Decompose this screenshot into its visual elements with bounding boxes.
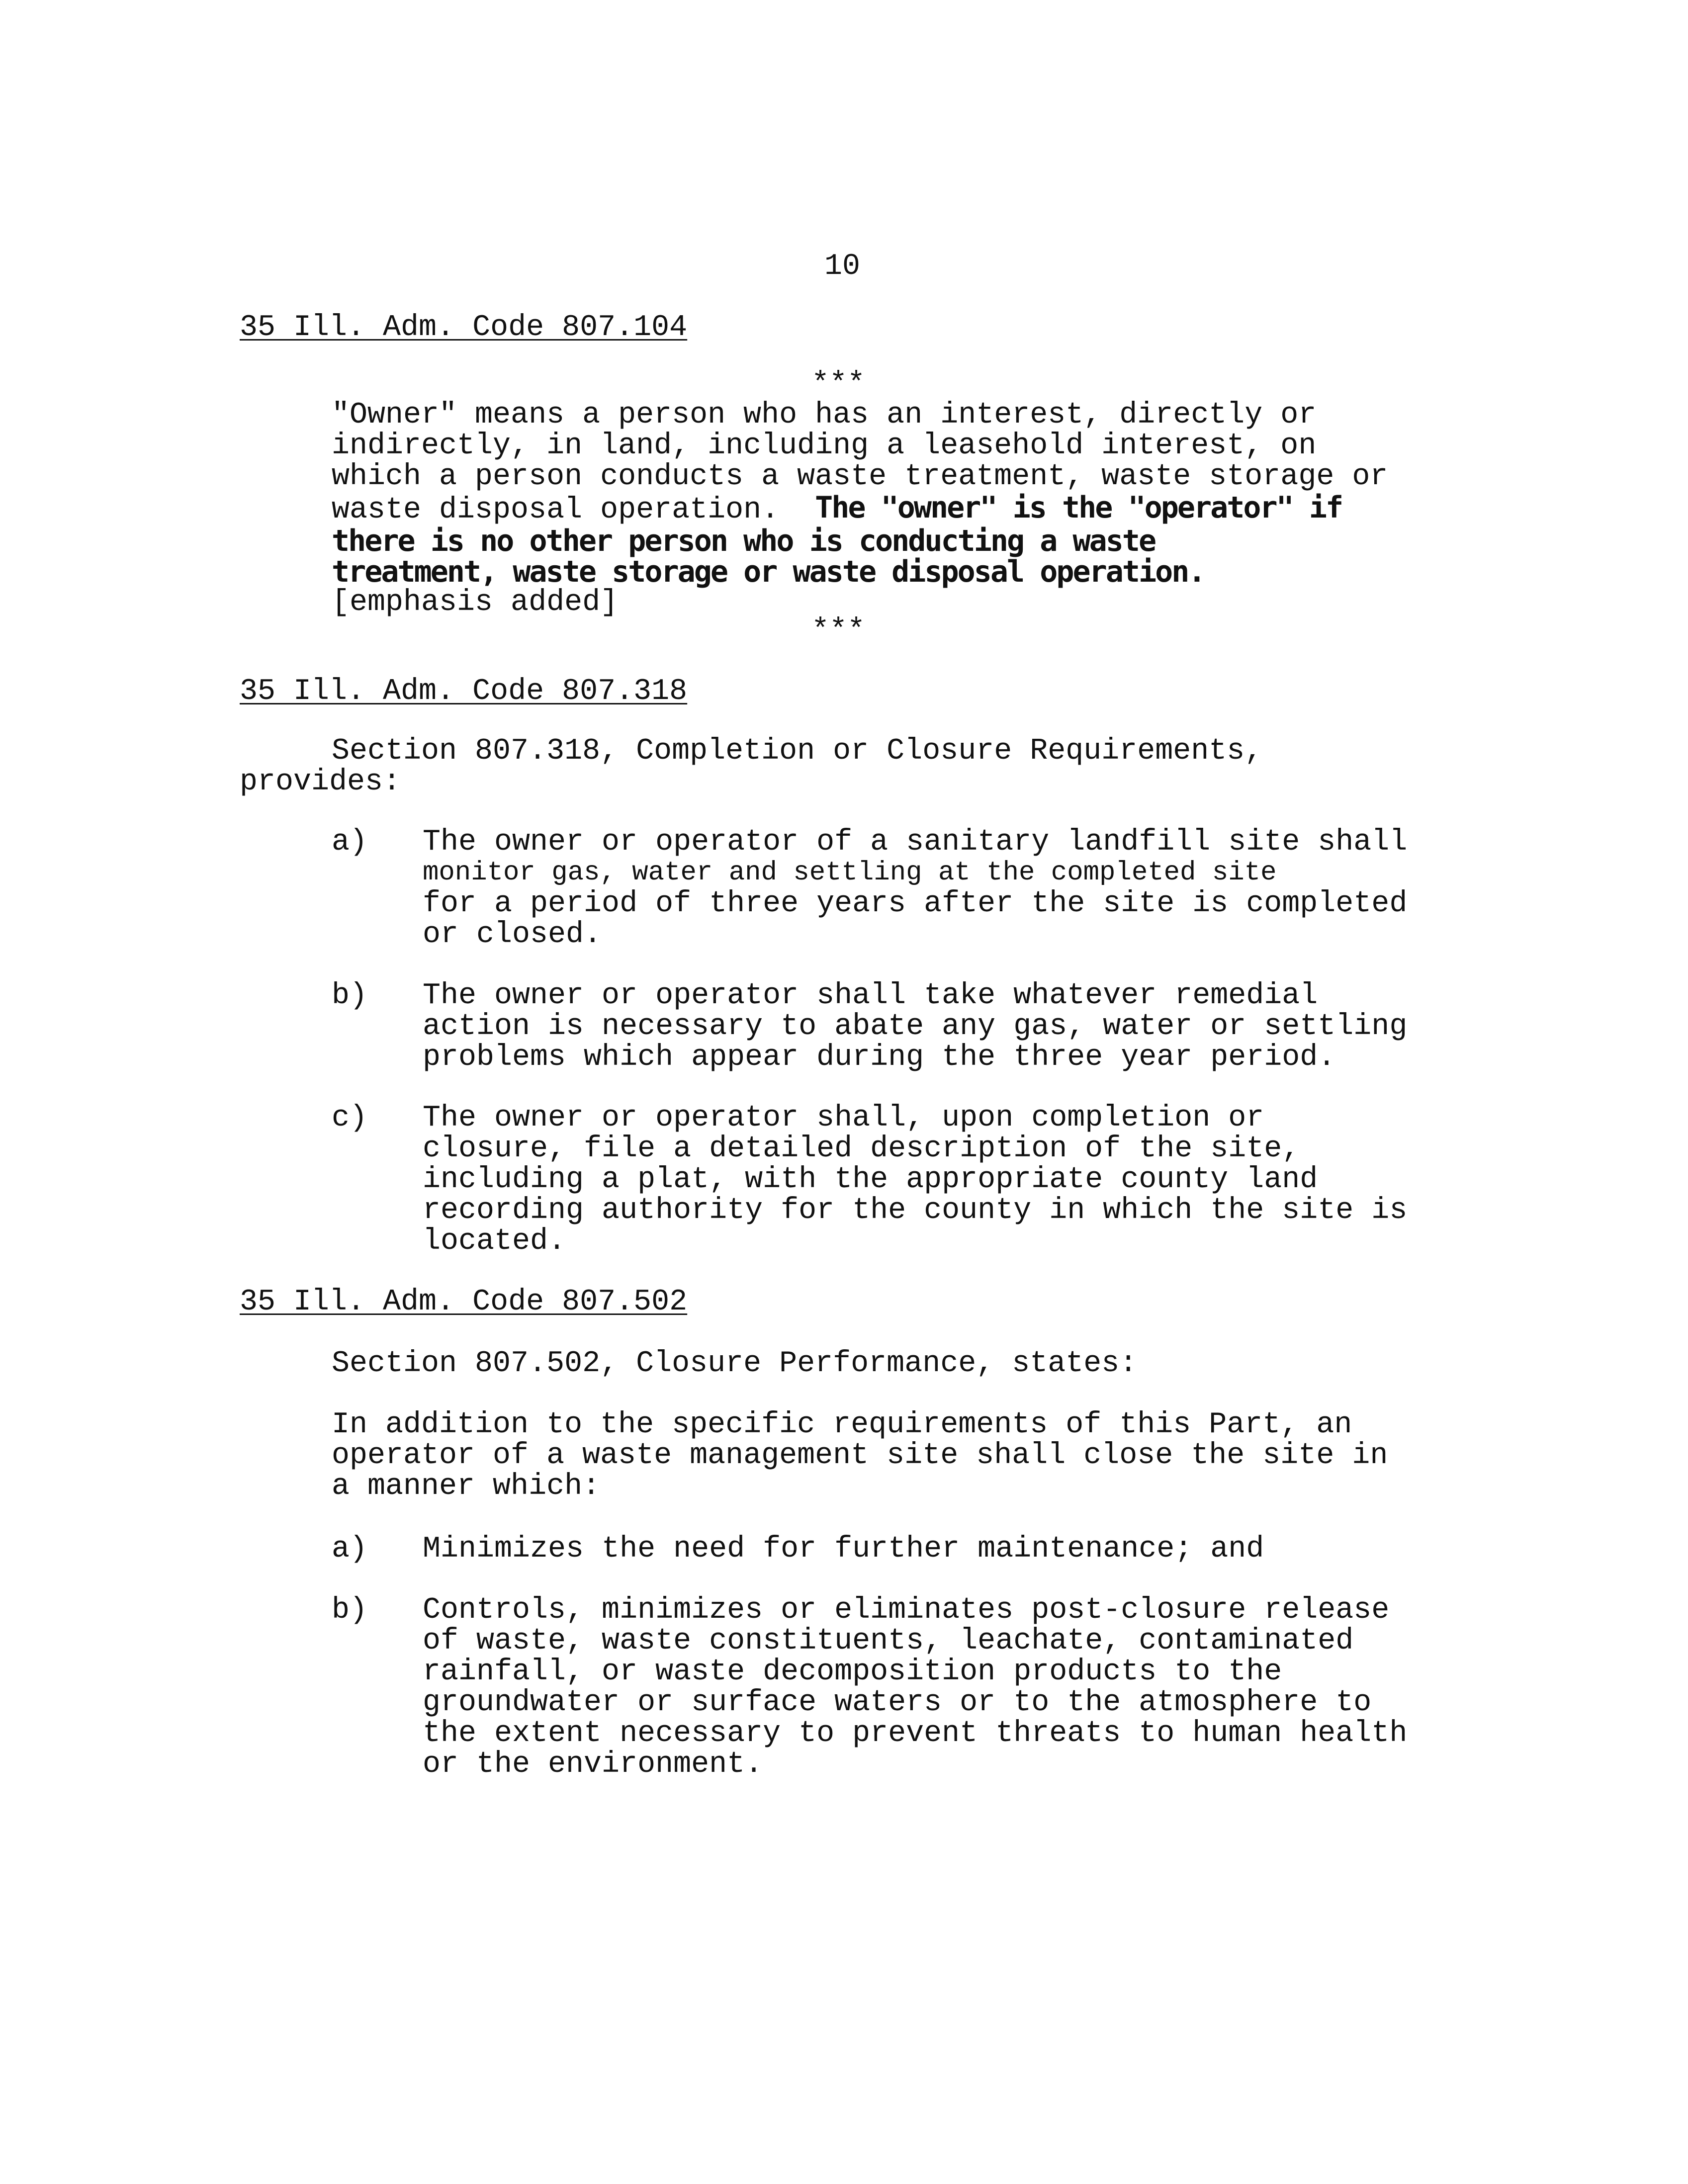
section-318-intro-line-1: Section 807.318, Completion or Closure Requirements, — [332, 734, 1263, 768]
item-502-a-label: a) — [332, 1532, 368, 1566]
item-502-b-line-1: Controls, minimizes or eliminates post-closure release — [423, 1593, 1390, 1627]
item-318-c-line-1: The owner or operator shall, upon completion or — [423, 1101, 1264, 1135]
item-318-c-line-4: recording authority for the county in which the site is — [423, 1194, 1408, 1227]
item-318-b-label: b) — [332, 979, 368, 1013]
section-502-paragraph — [332, 1409, 1465, 1502]
owner-line-3: which a person conducts a waste treatment, waste storage or — [332, 460, 1388, 494]
stars-bottom: *** — [811, 614, 866, 648]
owner-line-5: there is no other person who is conducting a waste — [332, 524, 1155, 558]
owner-line-4 — [332, 492, 1465, 525]
item-318-c-line-3: including a plat, with the appropriate county land — [423, 1163, 1318, 1197]
item-318-a-label: a) — [332, 825, 368, 859]
item-502-a-line-1: Minimizes the need for further maintenance; and — [423, 1532, 1264, 1566]
item-318-a-line-2: monitor gas, water and settling at the completed site — [423, 858, 1277, 888]
owner-line-6: treatment, waste storage or waste disposal operation. — [332, 554, 1205, 589]
item-318-b-text — [423, 980, 1467, 1073]
section-502-para-line-3: a manner which: — [332, 1470, 601, 1503]
item-318-c-line-2: closure, file a detailed description of the site, — [423, 1132, 1300, 1166]
owner-line-4-regular: waste disposal operation. — [332, 493, 815, 527]
section-104-heading: 35 Ill. Adm. Code 807.104 — [240, 311, 688, 345]
item-318-b-line-3: problems which appear during the three year period. — [423, 1041, 1336, 1074]
section-502-intro: Section 807.502, Closure Performance, states: — [332, 1347, 1138, 1381]
item-318-c-line-5: located. — [423, 1224, 566, 1258]
item-502-b-line-5: the extent necessary to prevent threats to human health — [423, 1717, 1408, 1750]
owner-line-4-bold: The "owner" is the "operator" if — [815, 490, 1342, 525]
item-502-b-text — [423, 1595, 1467, 1780]
item-502-b-line-3: rainfall, or waste decomposition products to the — [423, 1655, 1282, 1689]
stars-top: *** — [811, 367, 866, 401]
item-318-a-line-4: or closed. — [423, 918, 602, 952]
item-318-a-line-3: for a period of three years after the site is completed — [423, 887, 1408, 921]
item-502-b-line-4: groundwater or surface waters or to the atmosphere to — [423, 1686, 1372, 1720]
emphasis-note: [emphasis added] — [332, 586, 619, 619]
item-318-b-line-1: The owner or operator shall take whatever remedial — [423, 979, 1318, 1013]
section-502-heading: 35 Ill. Adm. Code 807.502 — [240, 1285, 688, 1319]
page-number: 10 — [824, 250, 861, 283]
item-318-c-text — [423, 1103, 1467, 1257]
item-502-b-label: b) — [332, 1593, 368, 1627]
owner-definition — [332, 400, 1465, 618]
section-318-heading: 35 Ill. Adm. Code 807.318 — [240, 675, 688, 708]
item-502-b-line-2: of waste, waste constituents, leachate, contaminated — [423, 1624, 1354, 1658]
item-502-a-text — [423, 1534, 1467, 1565]
section-502-para-line-1: In addition to the specific requirements of this Part, an — [332, 1408, 1352, 1442]
owner-line-1: "Owner" means a person who has an interest, directly or — [332, 398, 1317, 432]
item-318-c-label: c) — [332, 1101, 368, 1135]
item-318-b-line-2: action is necessary to abate any gas, water or settling — [423, 1010, 1408, 1044]
item-318-a-line-1: The owner or operator of a sanitary landfill site shall — [423, 825, 1408, 859]
item-318-a-text — [423, 827, 1467, 950]
owner-line-2: indirectly, in land, including a leasehold interest, on — [332, 429, 1317, 463]
item-502-b-line-6: or the environment. — [423, 1747, 763, 1781]
section-502-para-line-2: operator of a waste management site shall close the site in — [332, 1439, 1388, 1473]
section-318-intro-line-2: provides: — [240, 765, 401, 799]
